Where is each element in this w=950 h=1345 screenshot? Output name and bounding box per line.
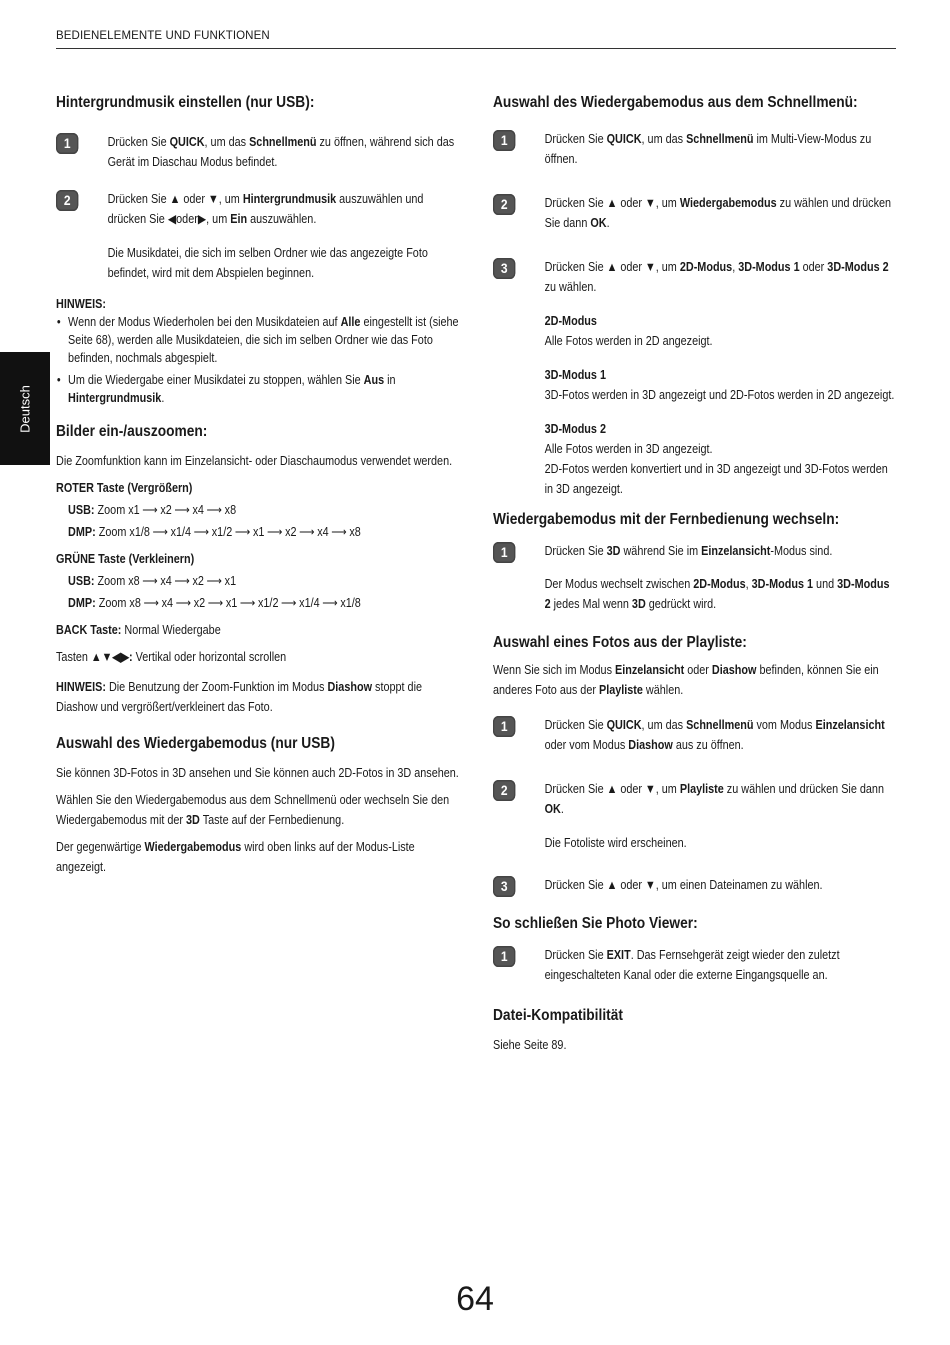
zoom-step: x1 bbox=[252, 525, 265, 539]
down-arrow-icon: ▼ bbox=[645, 260, 656, 274]
mode-title: 3D-Modus 1 bbox=[544, 368, 606, 382]
page-number: 64 bbox=[456, 1280, 494, 1318]
red-usb-sequence: USB: Zoom x1 ⟶ x2 ⟶ x4 ⟶ x8 bbox=[68, 500, 460, 520]
arrow-right-icon: ⟶ bbox=[207, 596, 224, 610]
mode-text: Alle Fotos werden in 3D angezeigt. bbox=[544, 442, 713, 456]
step-text: Drücken Sie EXIT. Das Fernsehgerät zeigt wieder den zuletzt eingeschalteten Kanal oder die externe Eingangsquelle an. bbox=[544, 948, 840, 982]
hinweis-list bbox=[56, 313, 460, 407]
arrow-right-icon: ⟶ bbox=[143, 596, 159, 610]
green-key-label: GRÜNE Taste (Verkleinern) bbox=[56, 552, 195, 566]
down-arrow-icon: ▼ bbox=[645, 196, 656, 210]
step-number-badge: 2 bbox=[56, 190, 78, 211]
down-arrow-icon: ▼ bbox=[645, 878, 656, 892]
arrow-right-icon: ⟶ bbox=[266, 525, 283, 539]
zoom-step: x1/4 bbox=[299, 596, 320, 610]
list-item: • Wenn der Modus Wiederholen bei den Musikdateien auf Alle eingestellt ist (siehe Seite 68), werden alle Musikdateien, die sich im selben Ordner wie das Foto befinden, nochmals abgespielt. bbox=[68, 313, 460, 367]
step-1 bbox=[493, 541, 897, 614]
running-header: BEDIENELEMENTE UND FUNKTIONEN bbox=[56, 30, 270, 42]
step-text: Drücken Sie ▲ oder ▼, um Playliste zu wählen und drücken Sie dann OK. bbox=[544, 782, 884, 816]
arrow-right-icon: ⟶ bbox=[174, 503, 190, 517]
header-rule bbox=[56, 48, 896, 49]
step-1 bbox=[493, 129, 897, 169]
step-2 bbox=[493, 193, 897, 233]
zoom-step: x1/2 bbox=[257, 596, 279, 610]
zoom-step: x1 bbox=[225, 596, 238, 610]
step-text: Drücken Sie ▲ oder ▼, um Hintergrundmusik auszuwählen und drücken Sie ◀oder▶, um Ein auszuwählen. bbox=[107, 192, 424, 226]
red-key-label: ROTER Taste (Vergrößern) bbox=[56, 481, 193, 495]
arrow-right-icon: ⟶ bbox=[142, 574, 158, 588]
zoom-step: x1/8 bbox=[340, 596, 361, 610]
arrow-right-icon: ⟶ bbox=[193, 525, 210, 539]
arrow-right-icon: ⟶ bbox=[299, 525, 315, 539]
arrow-right-icon: ⟶ bbox=[152, 525, 169, 539]
language-tab bbox=[0, 352, 50, 465]
arrow-right-icon: ⟶ bbox=[174, 574, 190, 588]
section-title-quickmenu-mode: Auswahl des Wiedergabemodus aus dem Schnellmenü: bbox=[493, 94, 858, 111]
zoom-step: x2 bbox=[193, 596, 206, 610]
up-arrow-icon: ▲ bbox=[606, 260, 618, 274]
section-title-remote-mode: Wiedergabemodus mit der Fernbedienung wechseln: bbox=[493, 511, 840, 528]
step-3 bbox=[493, 875, 897, 895]
up-arrow-icon: ▲ bbox=[169, 192, 181, 206]
step-note: Die Fotoliste wird erscheinen. bbox=[544, 836, 687, 850]
arrow-right-icon: ⟶ bbox=[175, 596, 192, 610]
step-number-badge: 3 bbox=[493, 258, 515, 279]
language-tab-label: Deutsch bbox=[17, 384, 33, 433]
paragraph: Wählen Sie den Wiedergabemodus aus dem Schnellmenü oder wechseln Sie den Wiedergabemodus mit der 3D Taste auf der Fernbedienung. bbox=[56, 793, 450, 827]
arrow-keys-info: Tasten ▲▼◀▶: Vertikal oder horizontal scrollen bbox=[56, 650, 287, 664]
step-text: Drücken Sie QUICK, um das Schnellmenü im Multi-View-Modus zu öffnen. bbox=[544, 132, 872, 166]
step-number-badge: 3 bbox=[493, 876, 515, 897]
zoom-step: Zoom x8 bbox=[98, 596, 141, 610]
section-title-playlist: Auswahl eines Fotos aus der Playliste: bbox=[493, 634, 747, 651]
arrow-keys-icon: ▲▼◀▶: bbox=[90, 650, 133, 664]
file-compat-text: Siehe Seite 89. bbox=[493, 1038, 567, 1052]
paragraph: Der gegenwärtige Wiedergabemodus wird oben links auf der Modus-Liste angezeigt. bbox=[56, 840, 415, 874]
step-number-badge: 2 bbox=[493, 194, 515, 215]
step-number-badge: 1 bbox=[493, 542, 515, 563]
arrow-right-icon: ⟶ bbox=[206, 503, 223, 517]
zoom-step: x2 bbox=[192, 574, 204, 588]
zoom-step: x1/4 bbox=[170, 525, 192, 539]
arrow-right-icon: ⟶ bbox=[322, 596, 338, 610]
section-title-playback-mode: Auswahl des Wiedergabemodus (nur USB) bbox=[56, 735, 335, 752]
arrow-right-icon: ⟶ bbox=[234, 525, 251, 539]
zoom-step: x4 bbox=[161, 596, 174, 610]
zoom-step: Zoom x1/8 bbox=[98, 525, 150, 539]
step-text: Drücken Sie QUICK, um das Schnellmenü vom Modus Einzelansicht oder vom Modus Diashow aus zu öffnen. bbox=[544, 718, 885, 752]
zoom-step: x8 bbox=[224, 503, 237, 517]
zoom-step: x2 bbox=[160, 503, 172, 517]
up-arrow-icon: ▲ bbox=[606, 196, 618, 210]
left-column bbox=[56, 92, 460, 877]
down-arrow-icon: ▼ bbox=[208, 192, 219, 206]
red-dmp-sequence: DMP: Zoom x1/8 ⟶ x1/4 ⟶ x1/2 ⟶ x1 ⟶ x2 ⟶ x4 ⟶ x8 bbox=[68, 522, 460, 542]
arrow-right-icon: ⟶ bbox=[331, 525, 347, 539]
section-title-file-compat: Datei-Kompatibilität bbox=[493, 1007, 623, 1024]
step-2 bbox=[493, 779, 897, 853]
step-text: Drücken Sie ▲ oder ▼, um einen Dateinamen zu wählen. bbox=[544, 878, 823, 892]
zoom-step: x4 bbox=[160, 574, 172, 588]
step-number-badge: 1 bbox=[493, 716, 515, 737]
up-arrow-icon: ▲ bbox=[606, 782, 618, 796]
zoom-step: x1/2 bbox=[211, 525, 233, 539]
step-text: Drücken Sie QUICK, um das Schnellmenü zu öffnen, während sich das Gerät im Diaschau Modus befindet. bbox=[107, 135, 455, 169]
arrow-right-icon: ⟶ bbox=[239, 596, 256, 610]
zoom-step: x4 bbox=[192, 503, 204, 517]
right-arrow-icon: ▶ bbox=[197, 212, 207, 226]
step-number-badge: 1 bbox=[493, 130, 515, 151]
step-note: Die Musikdatei, die sich im selben Ordner wie das angezeigte Foto befindet, wird mit dem Abspielen beginnen. bbox=[107, 246, 428, 280]
list-item: • Um die Wiedergabe einer Musikdatei zu stoppen, wählen Sie Aus in Hintergrundmusik. bbox=[68, 371, 460, 407]
hinweis-label: HINWEIS: bbox=[56, 297, 106, 311]
step-1 bbox=[56, 132, 460, 172]
back-key-info: BACK Taste: Normal Wiedergabe bbox=[56, 623, 221, 637]
section-title-background-music: Hintergrundmusik einstellen (nur USB): bbox=[56, 94, 315, 111]
zoom-step: x2 bbox=[285, 525, 297, 539]
playlist-intro: Wenn Sie sich im Modus Einzelansicht oder Diashow befinden, können Sie ein anderes Foto aus der Playliste wählen. bbox=[493, 663, 879, 697]
up-arrow-icon: ▲ bbox=[606, 878, 618, 892]
mode-title: 2D-Modus bbox=[544, 314, 597, 328]
step-number-badge: 2 bbox=[493, 780, 515, 801]
section-title-close-viewer: So schließen Sie Photo Viewer: bbox=[493, 915, 698, 932]
mode-title: 3D-Modus 2 bbox=[544, 422, 606, 436]
zoom-step: Zoom x1 bbox=[97, 503, 140, 517]
mode-text: Alle Fotos werden in 2D angezeigt. bbox=[544, 334, 713, 348]
step-text: Drücken Sie ▲ oder ▼, um Wiedergabemodus zu wählen und drücken Sie dann OK. bbox=[544, 196, 892, 230]
green-usb-sequence: USB: Zoom x8 ⟶ x4 ⟶ x2 ⟶ x1 bbox=[68, 571, 460, 591]
step-note: Der Modus wechselt zwischen 2D-Modus, 3D-Modus 1 und 3D-Modus 2 jedes Mal wenn 3D gedrückt wird. bbox=[544, 577, 890, 611]
zoom-intro: Die Zoomfunktion kann im Einzelansicht- oder Diaschaumodus verwendet werden. bbox=[56, 454, 453, 468]
step-2 bbox=[56, 189, 460, 283]
step-text: Drücken Sie ▲ oder ▼, um 2D-Modus, 3D-Modus 1 oder 3D-Modus 2 zu wählen. bbox=[544, 260, 889, 294]
paragraph: Sie können 3D-Fotos in 3D ansehen und Sie können auch 2D-Fotos in 3D ansehen. bbox=[56, 766, 459, 780]
zoom-hinweis: HINWEIS: Die Benutzung der Zoom-Funktion im Modus Diashow stoppt die Diashow und vergrößert/verkleinert das Foto. bbox=[56, 680, 423, 714]
zoom-step: Zoom x8 bbox=[97, 574, 140, 588]
zoom-step: x1 bbox=[224, 574, 237, 588]
arrow-right-icon: ⟶ bbox=[281, 596, 297, 610]
step-1 bbox=[493, 715, 897, 755]
step-number-badge: 1 bbox=[56, 133, 78, 154]
green-dmp-sequence: DMP: Zoom x8 ⟶ x4 ⟶ x2 ⟶ x1 ⟶ x1/2 ⟶ x1/4 ⟶ x1/8 bbox=[68, 593, 460, 613]
section-title-zoom: Bilder ein-/auszoomen: bbox=[56, 423, 208, 440]
step-1 bbox=[493, 945, 897, 985]
arrow-right-icon: ⟶ bbox=[142, 503, 158, 517]
down-arrow-icon: ▼ bbox=[645, 782, 656, 796]
mode-text: 3D-Fotos werden in 3D angezeigt und 2D-Fotos werden in 2D angezeigt. bbox=[544, 388, 895, 402]
step-3 bbox=[493, 257, 897, 499]
zoom-step: x8 bbox=[349, 525, 361, 539]
step-text: Drücken Sie 3D während Sie im Einzelansicht-Modus sind. bbox=[544, 544, 833, 558]
step-number-badge: 1 bbox=[493, 946, 515, 967]
arrow-right-icon: ⟶ bbox=[206, 574, 223, 588]
left-arrow-icon: ◀ bbox=[167, 212, 177, 226]
mode-text: 2D-Fotos werden konvertiert und in 3D angezeigt und 3D-Fotos werden in 3D angezeigt. bbox=[544, 462, 888, 496]
right-column bbox=[493, 92, 897, 1055]
zoom-step: x4 bbox=[317, 525, 329, 539]
